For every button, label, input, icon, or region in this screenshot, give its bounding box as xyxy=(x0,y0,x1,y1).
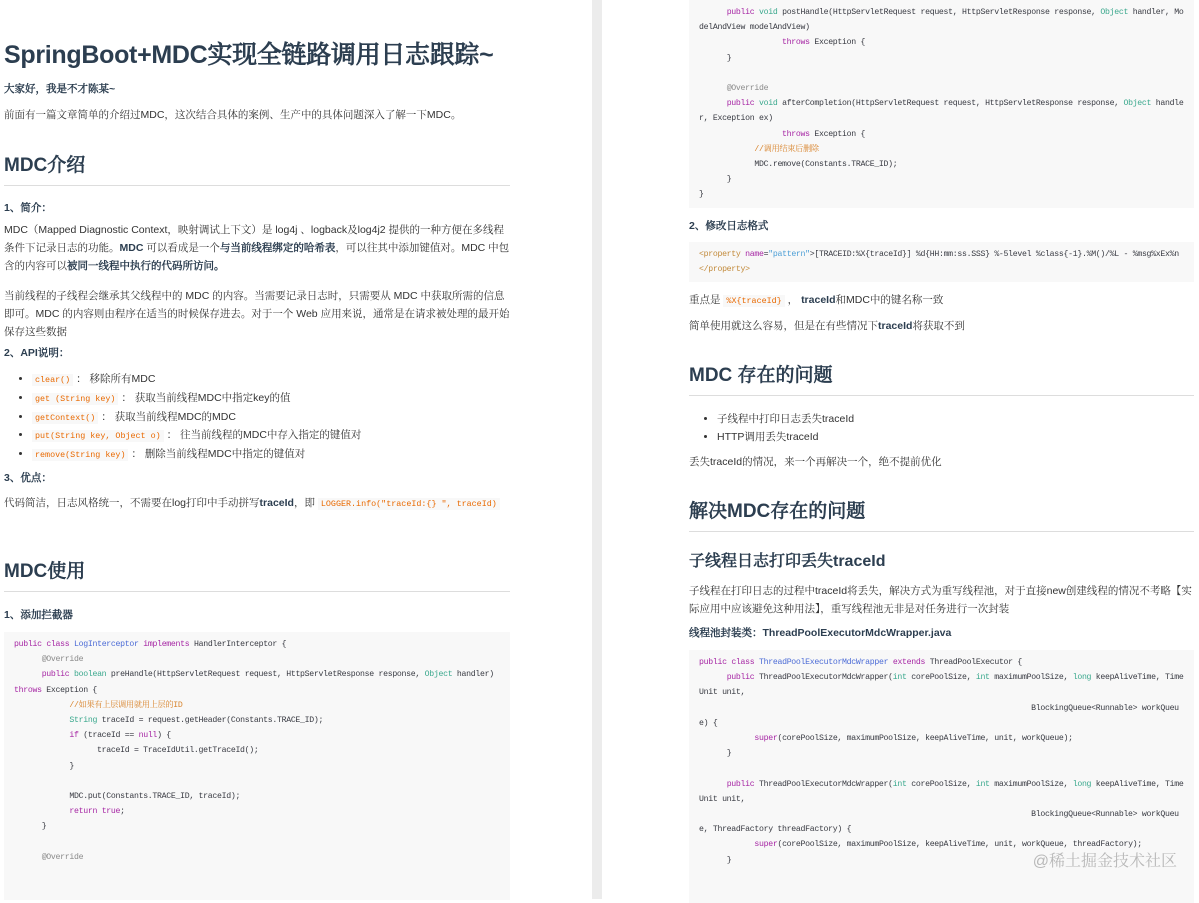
article-title: SpringBoot+MDC实现全链路调用日志跟踪~ xyxy=(4,41,494,69)
api-list xyxy=(4,371,510,465)
text: 和MDC中的键名称一致 xyxy=(835,294,944,306)
text: 可以看成是一个 xyxy=(143,242,220,254)
code-line: } xyxy=(699,190,704,200)
heading-mdc-problems: MDC 存在的问题 xyxy=(689,364,1194,396)
problem-list xyxy=(689,411,1194,447)
text: MDC（Mapped Diagnostic Context，映射调试上下文）是 log4j 、logback及log4j2 提供的一种方便在多线程条件下记录日志的功能。 xyxy=(4,224,505,254)
code-block-log-pattern xyxy=(689,242,1194,282)
code-line: @Override xyxy=(14,655,84,665)
page-gutter xyxy=(592,0,602,899)
watermark: @稀土掘金技术社区 xyxy=(1032,853,1177,870)
code-line: <property name="pattern">[TRACEID:%X{traceId}] %d{HH:mm:ss.SSS} %-5level %class{-1}.%M()/%L - %msg%xEx%n</property> xyxy=(699,250,1179,275)
api-item xyxy=(32,409,510,428)
subheading-advantages: 3、优点： xyxy=(4,472,52,484)
code-block-interceptor xyxy=(4,632,510,900)
inline-code: %X{traceId} xyxy=(723,295,784,307)
text: ， xyxy=(784,294,802,306)
api-desc: ： 删除当前线程MDC中指定的键值对 xyxy=(128,448,306,460)
code-line: MDC.remove(Constants.TRACE_ID); xyxy=(699,160,898,170)
text: 将获取不到 xyxy=(912,320,965,332)
bold-text: 与当前线程绑定的哈希表 xyxy=(219,242,336,254)
key-point-paragraph xyxy=(689,291,1194,310)
simple-usage-paragraph xyxy=(689,317,1194,335)
code-line: public class ThreadPoolExecutorMdcWrapper extends ThreadPoolExecutor { xyxy=(699,658,1023,667)
code-line: super(corePoolSize, maximumPoolSize, keepAliveTime, unit, workQueue, threadFactory); xyxy=(754,840,1142,850)
wrapper-class-label: 线程池封装类：ThreadPoolExecutorMdcWrapper.java xyxy=(689,627,952,639)
api-code: remove(String key) xyxy=(32,449,128,461)
api-desc: ： 获取当前线程MDC中指定key的值 xyxy=(118,391,291,404)
api-desc: ： 移除所有MDC xyxy=(73,373,156,385)
heading-mdc-intro: MDC介绍 xyxy=(4,154,510,186)
code-line: traceId = TraceIdUtil.getTraceId(); xyxy=(14,746,259,756)
api-code: clear() xyxy=(32,374,73,386)
code-line: return true; xyxy=(69,807,125,817)
api-item xyxy=(32,371,510,390)
bold-text: MDC xyxy=(119,242,144,254)
mdc-definition-paragraph xyxy=(4,221,510,275)
code-line: throws Exception { xyxy=(782,129,866,139)
problem-item: • HTTP调用丢失traceId xyxy=(717,429,1194,447)
code-line: public void afterCompletion(HttpServletRequest request, HttpServletResponse response, Object handler, Exception ex) xyxy=(699,99,1184,124)
code-line xyxy=(699,761,1184,776)
code-line: throws Exception { xyxy=(782,38,866,48)
code-line: BlockingQueue<Runnable> workQueue, ThreadFactory threadFactory) { xyxy=(699,810,1179,835)
code-line: BlockingQueue<Runnable> workQueue) { xyxy=(699,703,1179,728)
api-item xyxy=(32,390,510,409)
code-line: } xyxy=(699,855,732,865)
api-desc: ： 往当前线程的MDC中存入指定的键值对 xyxy=(163,429,362,442)
code-line: public ThreadPoolExecutorMdcWrapper(int corePoolSize, int maximumPoolSize, long keepAliveTime, TimeUnit unit, xyxy=(699,779,1184,804)
code-line: if (traceId == null) { xyxy=(69,731,171,741)
api-code: put(String key, Object o) xyxy=(32,430,164,442)
code-line: @Override xyxy=(699,84,769,94)
subheading-interceptor: 1、添加拦截器 xyxy=(4,609,73,621)
subheading-log-format: 2、修改日志格式 xyxy=(689,220,769,232)
api-code: get (String key) xyxy=(32,393,118,405)
code-line: public ThreadPoolExecutorMdcWrapper(int corePoolSize, int maximumPoolSize, long keepAliveTime, TimeUnit unit, xyxy=(699,673,1184,698)
left-page xyxy=(0,0,592,899)
text: 简单使用就这么容易，但是在有些情况下 xyxy=(689,320,878,332)
text: 代码简洁，日志风格统一，不需要在log打印中手动拼写 xyxy=(4,497,260,509)
bold-text: traceId xyxy=(259,497,294,509)
bold-text: traceId xyxy=(878,320,913,332)
problem-note-paragraph: 丢失traceId的情况，来一个再解决一个，绝不提前优化 xyxy=(689,456,942,468)
code-line: public class LogInterceptor implements HandlerInterceptor { xyxy=(14,640,287,649)
bold-text: traceId xyxy=(801,294,836,306)
api-code: getContext() xyxy=(32,412,98,424)
code-line: } xyxy=(699,175,732,185)
code-line: public void postHandle(HttpServletRequest request, HttpServletResponse response, Object handler, ModelAndView modelAndView) xyxy=(699,8,1184,33)
code-line xyxy=(14,774,500,789)
heading-solve-problems: 解决MDC存在的问题 xyxy=(689,500,1194,532)
intro-paragraph: 前面有一篇文章简单的介绍过MDC，这次结合具体的案例、生产中的具体问题深入了解一下MDC。 xyxy=(4,109,462,121)
heading-mdc-usage: MDC使用 xyxy=(4,560,510,592)
code-line: String traceId = request.getHeader(Constants.TRACE_ID); xyxy=(69,716,324,726)
code-line: //调用结束后删除 xyxy=(699,144,819,154)
code-line xyxy=(14,865,500,880)
code-line xyxy=(699,883,1184,898)
bold-text: 被同一线程中执行的代码所访问。 xyxy=(67,260,225,272)
text: ，即 xyxy=(293,497,318,509)
mdc-inherit-paragraph: 当前线程的子线程会继承其父线程中的 MDC 的内容。当需要记录日志时，只需要从 MDC 中获取所需的信息即可。MDC 的内容则由程序在适当的时候保存进去。对于一个 Web 应用来说，通常是在请求被处理的最开始保存这些数据 xyxy=(4,290,510,338)
code-line: } xyxy=(699,53,732,63)
code-line: //如果有上层调用就用上层的ID xyxy=(14,700,183,710)
advantages-paragraph xyxy=(4,494,510,513)
code-line: } xyxy=(14,761,74,771)
code-line xyxy=(699,66,1184,81)
subheading-intro: 1、简介： xyxy=(4,202,52,214)
inline-code: LOGGER.info("traceId:{} ", traceId) xyxy=(318,498,500,510)
greeting: 大家好，我是不才陈某~ xyxy=(4,83,116,95)
code-line xyxy=(14,835,500,850)
code-line: } xyxy=(699,749,732,759)
api-item xyxy=(32,446,510,465)
code-line xyxy=(14,880,500,895)
code-line: } xyxy=(14,822,47,832)
code-line: @Override xyxy=(14,852,84,862)
subheading-api: 2、API说明： xyxy=(4,347,70,359)
problem-item: • 子线程中打印日志丢失traceId xyxy=(717,411,1194,429)
code-block-interceptor-continued xyxy=(689,0,1194,208)
text: 重点是 xyxy=(689,294,724,306)
child-thread-paragraph: 子线程在打印日志的过程中traceId将丢失，解决方式为重写线程池，对于直接new创建线程的情况不考略【实际应用中应该避免这种用法】，重写线程池无非是对任务进行一次封装 xyxy=(689,585,1192,615)
api-desc: ： 获取当前线程MDC的MDC xyxy=(98,410,236,423)
heading-child-thread: 子线程日志打印丢失traceId xyxy=(689,553,886,570)
text: ，可以往其中添加键值对。MDC 中包含的内容可以 xyxy=(4,242,510,272)
code-line: public boolean preHandle(HttpServletRequest request, HttpServletResponse response, Object handler) throws Exception { xyxy=(14,670,499,695)
code-line: super(corePoolSize, maximumPoolSize, keepAliveTime, unit, workQueue); xyxy=(754,734,1073,744)
right-page xyxy=(602,0,1199,899)
api-item xyxy=(32,427,510,446)
code-line: MDC.put(Constants.TRACE_ID, traceId); xyxy=(14,792,241,802)
